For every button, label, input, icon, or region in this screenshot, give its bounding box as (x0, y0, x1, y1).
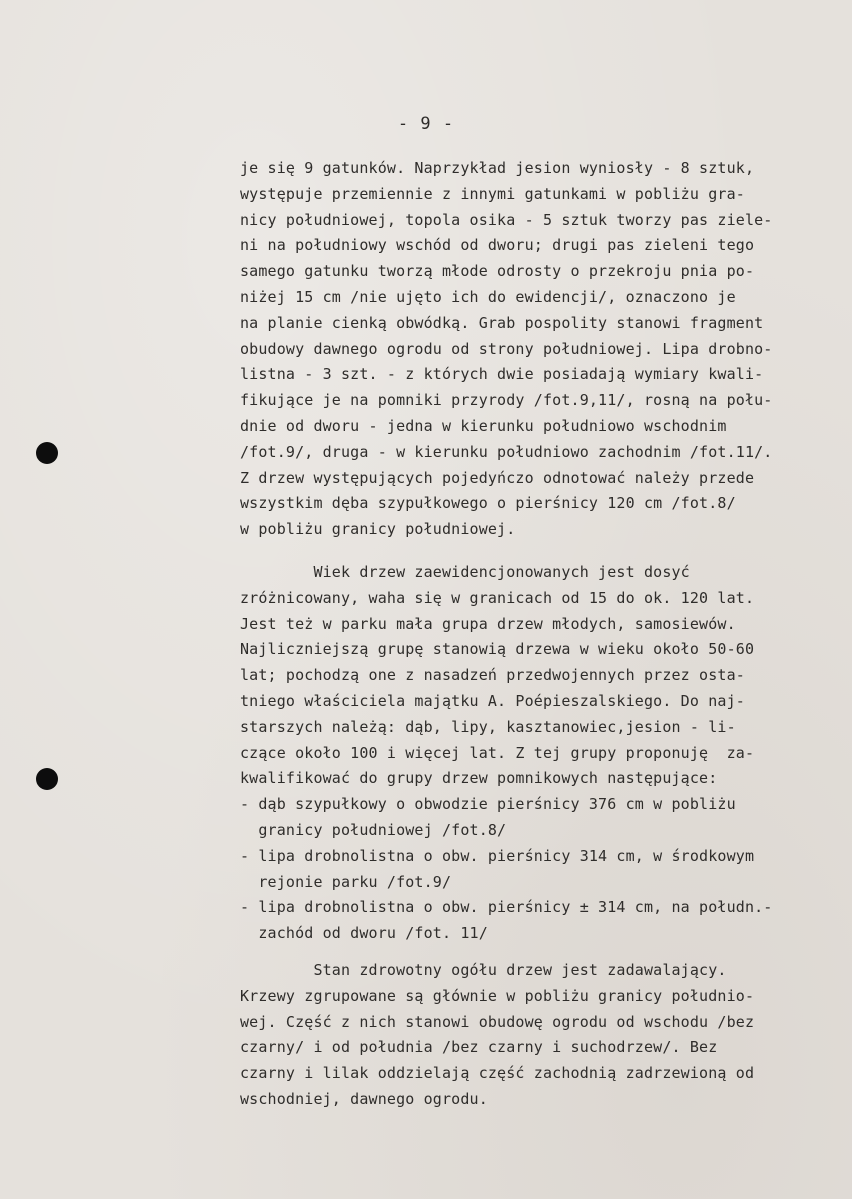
text-line: listna - 3 szt. - z których dwie posiadają wymiary kwali- (240, 365, 764, 384)
text-line: Najliczniejszą grupę stanowią drzewa w wieku około 50-60 (240, 640, 755, 659)
text-line: kwalifikować do grupy drzew pomnikowych następujące: (240, 769, 718, 788)
text-line: ni na południowy wschód od dworu; drugi pas zieleni tego (240, 236, 755, 255)
text-line: występuje przemiennie z innymi gatunkami w pobliżu gra- (240, 184, 745, 203)
text-line: Jest też w parku mała grupa drzew młodych, samosiewów. (240, 614, 736, 633)
text-line: zachód od dworu /fot. 11/ (240, 924, 488, 943)
text-line: Wiek drzew zaewidencjonowanych jest dosyć (240, 563, 690, 581)
punch-hole-top (36, 442, 58, 464)
text-line: - lipa drobnolistna o obw. pierśnicy ± 314 cm, na połudn.- (240, 898, 773, 917)
text-line: nicy południowej, topola osika - 5 sztuk tworzy pas ziele- (240, 210, 773, 229)
text-line: /fot.9/, druga - w kierunku południowo zachodnim /fot.11/. (240, 442, 773, 461)
text-line: czące około 100 i więcej lat. Z tej grupy proponuję za- (240, 743, 755, 762)
text-line: zróżnicowany, waha się w granicach od 15 do ok. 120 lat. (240, 588, 755, 607)
text-line: obudowy dawnego ogrodu od strony południowej. Lipa drobno- (240, 339, 773, 358)
text-line: Stan zdrowotny ogółu drzew jest zadawalający. (240, 961, 727, 979)
text-line: je się 9 gatunków. Naprzykład jesion wyniosły - 8 sztuk, (240, 159, 755, 177)
page-number: - 9 - (397, 114, 455, 134)
text-line: granicy południowej /fot.8/ (240, 820, 507, 839)
text-line: czarny/ i od południa /bez czarny i suchodrzew/. Bez (240, 1038, 718, 1057)
text-line: rejonie parku /fot.9/ (240, 872, 452, 891)
text-line: na planie cienką obwódką. Grab pospolity stanowi fragment (240, 313, 764, 332)
text-line: wschodniej, dawnego ogrodu. (240, 1089, 488, 1108)
text-line: Z drzew występujących pojedyńczo odnotować należy przede (240, 468, 755, 487)
paragraph-tree-age (240, 560, 840, 947)
text-line: czarny i lilak oddzielają część zachodnią zadrzewioną od (240, 1064, 755, 1083)
text-line: wszystkim dęba szypułkowego o pierśnicy 120 cm /fot.8/ (240, 494, 736, 513)
text-line: Krzewy zgrupowane są głównie w pobliżu granicy południo- (240, 986, 755, 1005)
text-line: tniego właściciela majątku A. Poépieszalskiego. Do naj- (240, 691, 745, 710)
text-line: - dąb szypułkowy o obwodzie pierśnicy 376 cm w pobliżu (240, 795, 736, 814)
text-line: samego gatunku tworzą młode odrosty o przekroju pnia po- (240, 262, 755, 281)
text-line: lat; pochodzą one z nasadzeń przedwojennych przez osta- (240, 666, 745, 685)
punch-hole-bottom (36, 768, 58, 790)
text-line: w pobliżu granicy południowej. (240, 520, 516, 539)
paragraph-tree-species (240, 156, 840, 543)
text-line: wej. Część z nich stanowi obudowę ogrodu od wschodu /bez (240, 1012, 755, 1031)
text-line: dnie od dworu - jedna w kierunku południowo wschodnim (240, 416, 727, 435)
text-line: niżej 15 cm /nie ujęto ich do ewidencji/, oznaczono je (240, 287, 736, 306)
text-line: - lipa drobnolistna o obw. pierśnicy 314 cm, w środkowym (240, 846, 755, 865)
paragraph-health-shrubs (240, 958, 840, 1113)
text-line: fikujące je na pomniki przyrody /fot.9,11/, rosną na połu- (240, 391, 773, 410)
text-line: starszych należą: dąb, lipy, kasztanowiec,jesion - li- (240, 717, 736, 736)
